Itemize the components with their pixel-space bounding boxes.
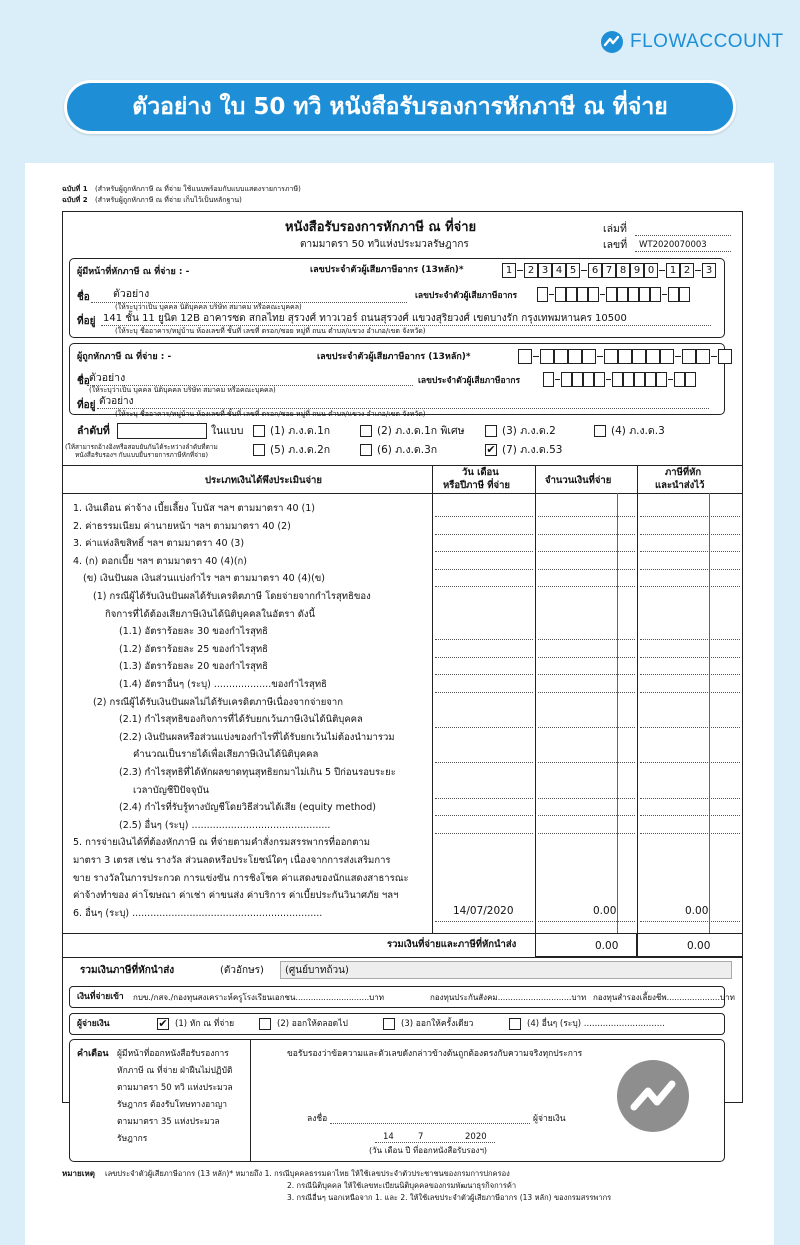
col-date-header-2: หรือปีภาษี ที่จ่าย [443,480,510,491]
sign-year[interactable]: 2020 [465,1132,487,1142]
payer-address-value[interactable]: 141 ชั้น 11 ยูนิต 12B อาคารซด สกลไทย สุรวงศ์ ทาวเวอร์ ถนนสุรวงศ์ แขวงสุริยวงศ์ เขตบางรัก กรุงเทพมหานคร 10500 [103,313,627,324]
payee-alt-digit [561,372,572,387]
payee-tax-id-digit [518,349,532,364]
payee-address-hint: (ให้ระบุ ชื่ออาคาร/หมู่บ้าน ห้องเลขที่ ชั้นที่ เลขที่ ตรอก/ซอย หมู่ที่ ถนน ตำบล/แขวง อำเภอ/เขต จังหวัด) [115,410,426,418]
form-title: หนังสือรับรองการหักภาษี ณ ที่จ่าย [285,220,477,235]
in-form-label: ในแบบ [211,425,244,437]
form-option-checkbox[interactable] [360,425,372,437]
col-line-1 [432,465,433,933]
income-row-label: ค่าจ้างทำของ ค่าโฆษณา ค่าเช่า ค่าขนส่ง ค่าบริการ ค่าเบี้ยประกันวินาศภัย ฯลฯ [73,890,399,902]
payee-tax-id-dash [711,356,717,357]
payee-tax-id-digit [554,349,568,364]
income-row-date-line [435,586,533,587]
payer-taxpayer-no-label: เลขประจำตัวผู้เสียภาษีอากร [415,291,518,301]
entry-amount[interactable]: 0.00 [593,905,617,917]
col-tax-header-1: ภาษีที่หัก [665,467,702,478]
payer-type-checkbox[interactable] [383,1018,395,1030]
notes-line-1: เลขประจำตัวผู้เสียภาษีอากร (13 หลัก)* หมายถึง 1. กรณีบุคคลธรรมดาไทย ให้ใช้เลขประจำตัวประชาชนของกรมการปกครอง [105,1169,510,1178]
payee-alt-digit [685,372,696,387]
total-label: รวมเงินที่จ่ายและภาษีที่หักนำส่ง [387,939,517,950]
income-row-date-line [435,815,533,816]
payee-alt-digit [656,372,667,387]
income-row-tax-line [640,798,740,799]
notes-line-2: 2. กรณีนิติบุคคล ให้ใช้เลขทะเบียนนิติบุคคลของกรมพัฒนาธุรกิจการค้า [287,1181,517,1190]
income-row-label: (2.4) กำไรที่รับรู้ทางบัญชีโดยวิธีส่วนได้เสีย (equity method) [119,802,376,814]
warning-line: ผู้มีหน้าที่ออกหนังสือรับรองการ [117,1049,229,1059]
income-row-date-line [435,551,533,552]
payer-type-option-label: (2) ออกให้ตลอดไป [277,1019,348,1029]
payee-alt-digit [583,372,594,387]
payee-name-value[interactable]: ตัวอย่าง [89,372,126,384]
signature-line[interactable] [330,1123,530,1124]
income-row-label: 6. อื่นๆ (ระบุ) ............................................................... [73,907,323,919]
payee-tax-id-digit [718,349,732,364]
payee-tax-id-digit [682,349,696,364]
company-seal [617,1060,689,1132]
payee-tax-id-digit [540,349,554,364]
income-row-amount-line [538,657,635,658]
copy-2-label: ฉบับที่ 2 [62,196,88,204]
payer-alt-digit [577,287,588,302]
income-row-amount-line [538,674,635,675]
flowaccount-logo-icon [600,30,624,54]
number-label: เลขที่ [603,239,628,251]
book-field[interactable] [635,235,731,236]
income-row-amount-line [538,798,635,799]
warning-line: หักภาษี ณ ที่จ่าย ฝ่าฝืนไม่ปฏิบัติ [117,1066,233,1076]
income-row-label: มาตรา 3 เตรส เช่น รางวัล ส่วนลดหรือประโยชน์ใดๆ เนื่องจากการส่งเสริมการ [73,855,391,866]
notes-label: หมายเหตุ [62,1169,95,1178]
sequence-hint-1: (ให้สามารถอ้างอิงหรือสอบยันกันได้ระหว่างลำดับที่ตาม [65,443,218,451]
col-tax-header-2: และนำส่งไว้ [655,480,705,491]
form-option-label: (3) ภ.ง.ด.2 [502,425,556,437]
form-option-label: (1) ภ.ง.ด.1ก [270,425,331,437]
income-row-amount-line [538,639,635,640]
payer-address-hint: (ให้ระบุ ชื่ออาคาร/หมู่บ้าน ห้องเลขที่ ชั้นที่ เลขที่ ตรอก/ซอย หมู่ที่ ถนน ตำบล/แขวง อำเภอ/เขต จังหวัด) [115,327,426,335]
income-row-tax-line [640,921,740,922]
payer-tax-id-digit[interactable]: 3 [702,263,716,278]
payee-tax-id-dash [675,356,681,357]
payer-tax-id-digit[interactable]: 3 [538,263,552,278]
income-row-label: ขาย รางวัลในการประกวด การแข่งขัน การชิงโชค ค่าแสดงของนักแสดงสาธารณะ [73,872,409,884]
total-tax: 0.00 [687,940,711,952]
payer-tax-id-digit[interactable]: 1 [502,263,516,278]
income-row-tax-line [640,586,740,587]
payee-taxpayer-no-label: เลขประจำตัวผู้เสียภาษีอากร [418,376,521,386]
payer-alt-dash [600,294,605,295]
payee-tax-id-digit [618,349,632,364]
payee-alt-digit [645,372,656,387]
warning-line: รัษฎากร ต้องรับโทษทางอาญา [117,1100,227,1110]
income-row-amount-line [538,516,635,517]
payee-alt-digit [674,372,685,387]
copy-1-label: ฉบับที่ 1 [62,185,88,193]
warning-line: รัษฎากร [117,1134,148,1144]
sign-label: ลงชื่อ [307,1114,328,1124]
payer-type-checkbox[interactable] [259,1018,271,1030]
table-header-line [62,493,743,494]
words-value: (ศูนย์บาทถ้วน) [285,965,349,976]
sign-month[interactable]: 7 [418,1132,424,1142]
payee-tax-id-label: เลขประจำตัวผู้เสียภาษีอากร (13หลัก)* [317,352,471,362]
income-row-date-line [435,833,533,834]
payer-name-value[interactable]: ตัวอย่าง [113,288,150,300]
total-amount-box [535,933,637,957]
payer-alt-digit [617,287,628,302]
income-row-tax-line [640,727,740,728]
payer-tax-id-digit[interactable]: 5 [566,263,580,278]
form-option-checkbox[interactable] [253,425,265,437]
income-row-label: (1.4) อัตราอื่นๆ (ระบุ) ...................ของกำไรสุทธิ [119,679,327,690]
payer-name-label: ชื่อ [77,292,90,303]
payer-tax-id-digit[interactable]: 0 [644,263,658,278]
income-row-label: (2) กรณีผู้ได้รับเงินปันผลไม่ได้รับเครดิตภาษีเนื่องจากจ่ายจาก [93,696,343,708]
income-row-label: (1.3) อัตราร้อยละ 20 ของกำไรสุทธิ [119,661,268,673]
income-row-label: (2.2) เงินปันผลหรือส่วนแบ่งของกำไรที่ได้รับยกเว้นไม่ต้องนำมารวม [119,731,395,743]
payee-alt-dash [606,379,611,380]
col-line-2b [617,493,618,933]
income-row-amount-line [538,569,635,570]
payee-tax-id-digit [646,349,660,364]
payer-label: ผู้มีหน้าที่หักภาษี ณ ที่จ่าย : - [77,267,190,277]
sequence-input[interactable] [117,423,207,439]
payee-tax-id-digit [582,349,596,364]
entry-tax[interactable]: 0.00 [685,905,709,917]
payer-alt-digit [566,287,577,302]
income-row-tax-line [640,815,740,816]
certify-statement: ขอรับรองว่าข้อความและตัวเลขดังกล่าวข้างต้นถูกต้องตรงกับความจริงทุกประการ [287,1049,583,1059]
income-row-label: (ข) เงินปันผล เงินส่วนแบ่งกำไร ฯลฯ ตามมาตรา 40 (4)(ข) [83,573,325,585]
payer-name-hint: (ให้ระบุว่าเป็น บุคคล นิติบุคคล บริษัท สมาคม หรือคณะบุคคล) [115,303,302,311]
income-row-date-line [435,674,533,675]
payee-tax-id-digit [604,349,618,364]
payee-tax-id-dash [533,356,539,357]
col-line-2 [535,465,536,933]
payer-tax-id-digit[interactable]: 8 [616,263,630,278]
payee-tax-id-digit [696,349,710,364]
sequence-label: ลำดับที่ [77,425,110,437]
funds-label: เงินที่จ่ายเข้า [77,992,124,1002]
funds-gpf: กบข./กสจ./กองทุนสงเคราะห์ครูโรงเรียนเอกชน.............................บาท [133,993,385,1002]
income-row-label: (1) กรณีผู้ได้รับเงินปันผลได้รับเครดิตภาษี โดยจ่ายจากกำไรสุทธิของ [93,591,371,602]
payer-tax-id-dash [581,270,587,271]
form-option-label: (5) ภ.ง.ด.2ก [270,444,331,456]
payee-alt-digit [543,372,554,387]
payer-type-option-label: (1) หัก ณ ที่จ่าย [175,1019,235,1029]
income-row-tax-line [640,551,740,552]
income-row-tax-line [640,762,740,763]
income-row-tax-line [640,639,740,640]
payee-alt-dash [555,379,560,380]
sequence-hint-2: หนังสือรับรองฯ กับแบบยื่นรายการภาษีหักที่จ่าย) [75,451,208,459]
payer-alt-digit [668,287,679,302]
income-row-amount-line [538,833,635,834]
page-banner: ตัวอย่าง ใบ 50 ทวิ หนังสือรับรองการหักภาษี ณ ที่จ่าย [64,80,736,134]
payer-type-option-label: (4) อื่นๆ (ระบุ) .............................. [527,1019,665,1029]
form-subtitle: ตามมาตรา 50 ทวิแห่งประมวลรัษฎากร [300,239,469,250]
income-row-label: 2. ค่าธรรมเนียม ค่านายหน้า ฯลฯ ตามมาตรา 40 (2) [73,520,291,532]
book-label: เล่มที่ [603,223,627,235]
income-row-tax-line [640,833,740,834]
form-option-checkbox[interactable] [594,425,606,437]
payee-name-hint: (ให้ระบุว่าเป็น บุคคล นิติบุคคล บริษัท สมาคม หรือคณะบุคคล) [89,386,276,394]
income-row-date-line [435,534,533,535]
income-row-amount-line [538,586,635,587]
col-date-header-1: วัน เดือน [462,467,499,478]
income-row-date-line [435,639,533,640]
payer-sign-label: ผู้จ่ายเงิน [533,1114,566,1124]
income-row-label: (2.1) กำไรสุทธิของกิจการที่ได้รับยกเว้นภาษีเงินได้นิติบุคคล [119,714,363,726]
form-option-label: (6) ภ.ง.ด.3ก [377,444,438,456]
payer-alt-digit [606,287,617,302]
form-option-checkbox[interactable] [253,444,265,456]
payer-tax-id-digit[interactable]: 2 [524,263,538,278]
notes-line-3: 3. กรณีอื่นๆ นอกเหนือจาก 1. และ 2. ให้ใช้เลขประจำตัวผู้เสียภาษีอากร (13 หลัก) ของกรมสรรพากร [287,1193,612,1202]
payer-alt-digit [588,287,599,302]
funds-pvd: กองทุนสำรองเลี้ยงชีพ.....................บาท [593,993,735,1002]
brand-name: FLOWACCOUNT [630,31,784,52]
brand-logo [600,28,784,56]
income-row-label: (1.1) อัตราร้อยละ 30 ของกำไรสุทธิ [119,626,268,638]
payer-type-checkbox[interactable] [509,1018,521,1030]
income-row-label: 3. ค่าแห่งลิขสิทธิ์ ฯลฯ ตามมาตรา 40 (3) [73,538,245,550]
payee-alt-digit [634,372,645,387]
document-paper [25,163,774,1245]
payee-tax-id-dash [597,356,603,357]
col-amount-header: จำนวนเงินที่จ่าย [545,475,612,486]
income-row-amount-line [538,692,635,693]
number-value: WT2020070003 [639,240,707,250]
income-row-tax-line [640,674,740,675]
income-row-amount-line [538,534,635,535]
income-row-amount-line [538,815,635,816]
income-row-amount-line [538,727,635,728]
payee-alt-digit [594,372,605,387]
income-row-date-line [435,921,533,922]
form-option-label: (7) ภ.ง.ด.53 [502,444,563,456]
payer-alt-digit [650,287,661,302]
income-row-label: กิจการที่ได้ต้องเสียภาษีเงินได้นิติบุคคลในอัตรา ดังนี้ [105,608,316,620]
form-option-label: (2) ภ.ง.ด.1ก พิเศษ [377,425,465,437]
form-option-checkbox[interactable]: ✔ [486,443,496,456]
copy-1-desc: (สำหรับผู้ถูกหักภาษี ณ ที่จ่าย ใช้แนบพร้อมกับแบบแสดงรายการภาษี) [95,185,301,193]
payer-type-label: ผู้จ่ายเงิน [77,1019,110,1029]
payee-tax-id-digit [660,349,674,364]
income-row-label: (2.5) อื่นๆ (ระบุ) .............................................. [119,819,331,831]
words-label: รวมเงินภาษีที่หักนำส่ง [80,965,175,976]
total-amount: 0.00 [595,940,619,952]
payee-alt-dash [668,379,673,380]
income-row-amount-line [538,762,635,763]
col-type-header: ประเภทเงินได้พึงประเมินจ่าย [205,475,322,486]
form-option-checkbox[interactable] [360,444,372,456]
table-top-line [62,465,743,466]
payer-tax-id-digit[interactable]: 9 [630,263,644,278]
income-row-label: 5. การจ่ายเงินได้ที่ต้องหักภาษี ณ ที่จ่ายตามคำสั่งกรมสรรพากรที่ออกตาม [73,837,370,849]
income-row-date-line [435,657,533,658]
entry-date[interactable]: 14/07/2020 [453,905,514,917]
payer-tax-id-digit[interactable]: 2 [680,263,694,278]
payer-alt-digit [679,287,690,302]
payer-alt-digit [628,287,639,302]
income-row-date-line [435,692,533,693]
date-caption: (วัน เดือน ปี ที่ออกหนังสือรับรองฯ) [369,1146,488,1155]
payer-tax-id-dash [659,270,665,271]
income-row-tax-line [640,534,740,535]
funds-sso: กองทุนประกันสังคม.............................บาท [430,993,587,1002]
income-row-amount-line [538,921,635,922]
warning-line: ตามมาตรา 50 ทวิ แห่งประมวล [117,1083,233,1093]
payee-alt-digit [612,372,623,387]
income-row-date-line [435,762,533,763]
payer-tax-id-digit[interactable]: 7 [602,263,616,278]
payer-tax-id-label: เลขประจำตัวผู้เสียภาษีอากร (13หลัก)* [310,265,464,275]
payer-type-checkbox[interactable]: ✔ [158,1017,168,1030]
payer-alt-dash [549,294,554,295]
income-row-tax-line [640,516,740,517]
income-row-tax-line [640,569,740,570]
income-row-tax-line [640,692,740,693]
payer-alt-dash [662,294,667,295]
income-row-date-line [435,569,533,570]
payer-tax-id-digit[interactable]: 4 [552,263,566,278]
sign-day[interactable]: 14 [383,1132,394,1142]
income-row-amount-line [538,551,635,552]
payee-address-value[interactable]: ตัวอย่าง [99,396,134,407]
col-line-3 [637,465,638,933]
income-row-date-line [435,516,533,517]
form-option-checkbox[interactable] [485,425,497,437]
income-row-label: 4. (ก) ดอกเบี้ย ฯลฯ ตามมาตรา 40 (4)(ก) [73,555,247,567]
payer-alt-digit [555,287,566,302]
payer-tax-id-dash [517,270,523,271]
payee-address-line [97,408,709,409]
income-row-label: 1. เงินเดือน ค่าจ้าง เบี้ยเลี้ยง โบนัส ฯลฯ ตามมาตรา 40 (1) [73,503,315,514]
payee-address-label: ที่อยู่ [77,400,96,411]
form-option-label: (4) ภ.ง.ด.3 [611,425,665,437]
income-row-date-line [435,727,533,728]
income-row-date-line [435,798,533,799]
sign-divider [250,1039,251,1162]
total-bottom-line [62,957,743,958]
income-row-tax-line [640,657,740,658]
copy-2-desc: (สำหรับผู้ถูกหักภาษี ณ ที่จ่าย เก็บไว้เป็นหลักฐาน) [95,196,242,204]
payer-tax-id-digit[interactable]: 6 [588,263,602,278]
warning-line: ตามมาตรา 35 แห่งประมวล [117,1117,220,1127]
payer-address-label: ที่อยู่ [77,316,96,327]
payee-tax-id-digit [632,349,646,364]
payer-address-line [101,325,711,326]
payer-tax-id-dash [695,270,701,271]
payee-label: ผู้ถูกหักภาษี ณ ที่จ่าย : - [77,352,172,362]
payee-name-label: ชื่อ [77,376,90,387]
income-row-label: เวลาบัญชีปีปัจจุบัน [133,784,210,796]
income-row-label: (2.3) กำไรสุทธิที่ได้หักผลขาดทุนสุทธิยกมาไม่เกิน 5 ปีก่อนรอบระยะ [119,767,396,778]
payer-type-option-label: (3) ออกให้ครั้งเดียว [401,1019,474,1029]
payee-alt-digit [623,372,634,387]
words-hint: (ตัวอักษร) [220,965,264,976]
payer-alt-digit [537,287,548,302]
payee-tax-id-digit [568,349,582,364]
seal-icon [617,1060,689,1132]
warning-label: คำเตือน [77,1049,109,1059]
number-field [635,251,731,252]
payer-alt-digit [639,287,650,302]
income-row-label: (1.2) อัตราร้อยละ 25 ของกำไรสุทธิ [119,643,268,655]
income-row-label: คำนวณเป็นรายได้เพื่อเสียภาษีเงินได้นิติบุคคล [133,749,319,761]
payer-tax-id-digit[interactable]: 1 [666,263,680,278]
col-line-3b [709,493,710,933]
date-line [375,1142,495,1143]
payee-alt-digit [572,372,583,387]
